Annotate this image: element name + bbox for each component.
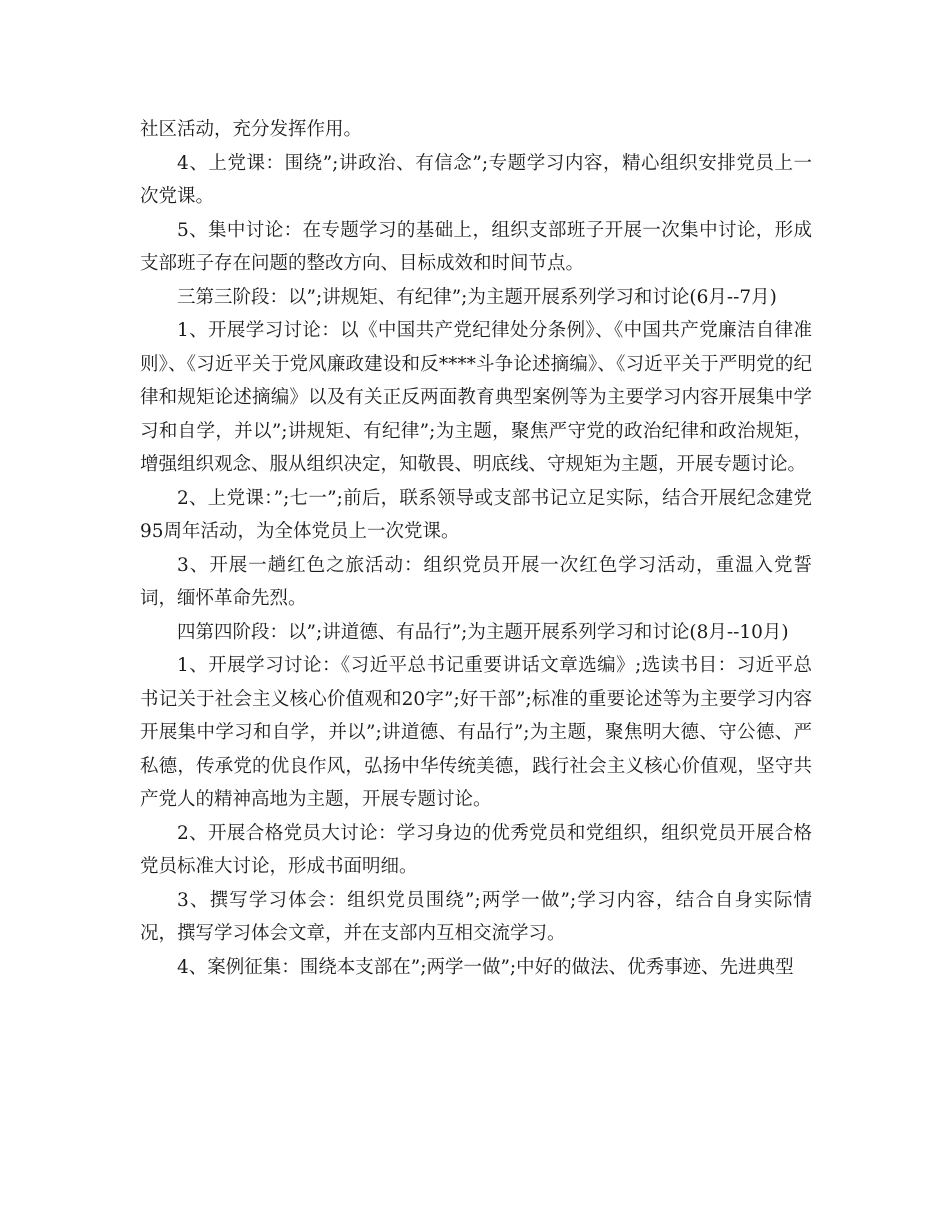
section-heading-4: 四第四阶段：以”;讲道德、有品行”;为主题开展系列学习和讨论(8月--10月) (177, 621, 789, 643)
paragraph-3: 5、集中讨论：在专题学习的基础上，组织支部班子开展一次集中讨论，形成支部班子存在问题的整改方向、目标成效和时间节点。 (140, 219, 812, 274)
paragraph-6: 2、上党课：”;七一”;前后，联系领导或支部书记立足实际，结合开展纪念建党95周年活动，为全体党员上一次党课。 (140, 487, 812, 542)
document-body (140, 113, 812, 984)
paragraph-9: 1、开展学习讨论：《习近平总书记重要讲话文章选编》;选读书目：习近平总书记关于社会主义核心价值观和20字”;好干部”;标准的重要论述等为主要学习内容开展集中学习和自学，并以”;讲道德、有品行”;为主题，聚焦明大德、守公德、严私德，传承党的优良作风，弘扬中华传统美德，践行社会主义核心价值观，坚守共产党人的精神高地为主题，开展专题讨论。 (140, 655, 812, 810)
section-heading-3: 三第三阶段：以”;讲规矩、有纪律”;为主题开展系列学习和讨论(6月--7月) (177, 286, 777, 308)
paragraph-2: 4、上党课：围绕”;讲政治、有信念”;专题学习内容，精心组织安排党员上一次党课。 (140, 152, 812, 207)
paragraph-11: 3、撰写学习体会：组织党员围绕”;两学一做”;学习内容，结合自身实际情况，撰写学习体会文章，并在支部内互相交流学习。 (140, 889, 812, 944)
paragraph-12: 4、案例征集：围绕本支部在”;两学一做”;中好的做法、优秀事迹、先进典型 (177, 956, 794, 978)
paragraph-1: 社区活动，充分发挥作用。 (140, 119, 363, 140)
paragraph-10: 2、开展合格党员大讨论：学习身边的优秀党员和党组织，组织党员开展合格党员标准大讨论，形成书面明细。 (140, 822, 812, 877)
paragraph-7: 3、开展一趟红色之旅活动：组织党员开展一次红色学习活动，重温入党誓词，缅怀革命先烈。 (140, 554, 812, 609)
paragraph-5: 1、开展学习讨论：以《中国共产党纪律处分条例》、《中国共产党廉洁自律准则》、《习近平关于党风廉政建设和反****斗争论述摘编》、《习近平关于严明党的纪律和规矩论述摘编》以及有关正反两面教育典型案例等为主要学习内容开展集中学习和自学，并以”;讲规矩、有纪律”;为主题，聚焦严守党的政治纪律和政治规矩，增强组织观念、服从组织决定，知敬畏、明底线、守规矩为主题，开展专题讨论。 (140, 320, 812, 475)
